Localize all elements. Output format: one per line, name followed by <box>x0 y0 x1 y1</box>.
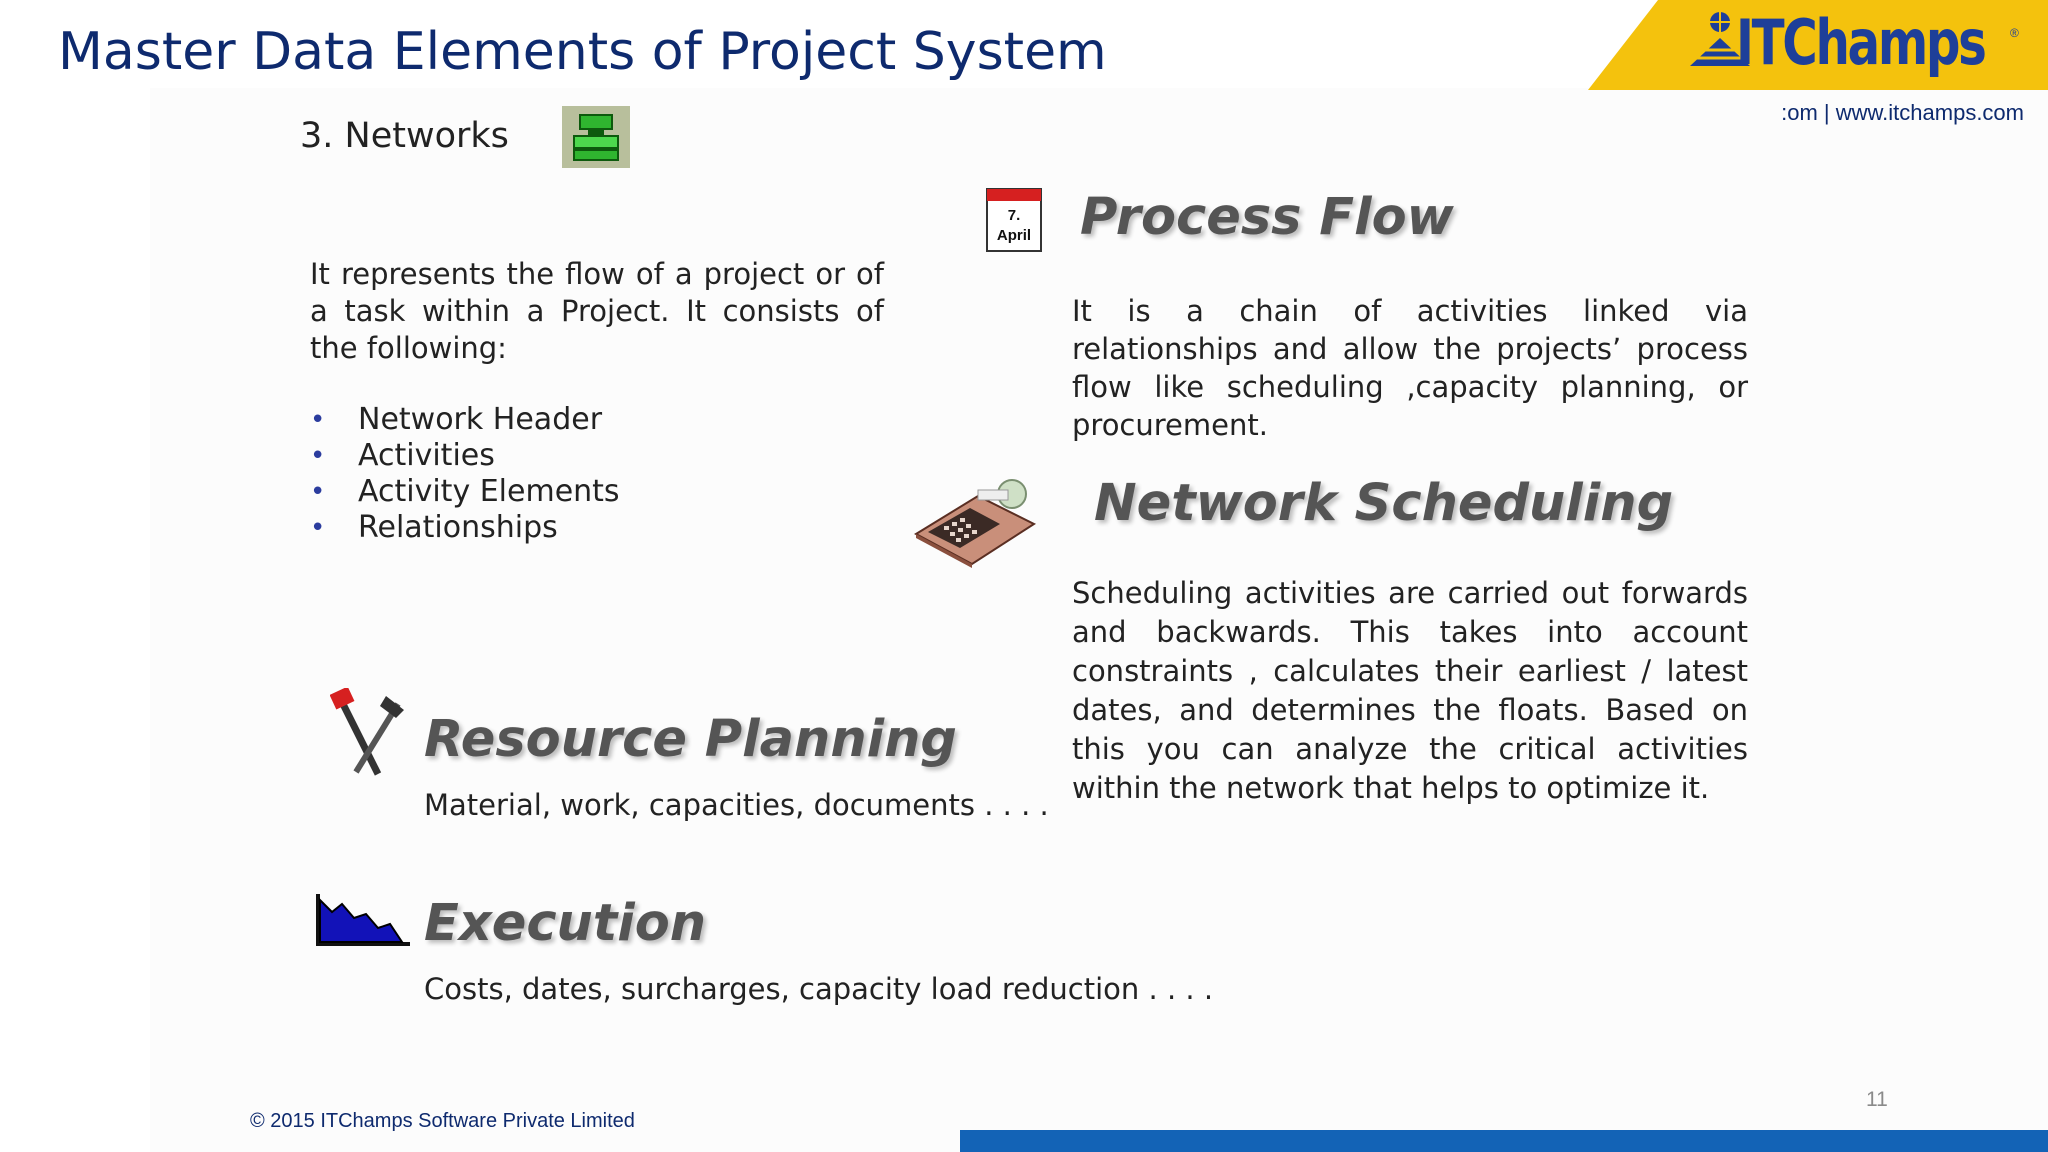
bullet-text: Relationships <box>358 510 558 545</box>
tools-icon <box>330 688 404 778</box>
bullet-text: Network Header <box>358 402 603 437</box>
list-item <box>308 510 620 546</box>
chart-icon <box>316 892 412 948</box>
calendar-day: 7. <box>1007 207 1021 224</box>
process-flow-title: Process Flow <box>1080 188 1454 247</box>
execution-title: Execution <box>424 894 707 953</box>
copyright-text: © 2015 ITChamps Software Private Limited <box>250 1110 635 1132</box>
resource-planning-title: Resource Planning <box>424 710 957 769</box>
bullet-icon: • <box>310 441 326 471</box>
calendar-icon <box>986 188 1042 252</box>
page-title: Master Data Elements of Project System <box>58 22 1107 82</box>
list-item <box>308 474 620 510</box>
network-scheduling-description: Scheduling activities are carried out forwards and backwards. This takes into account constraints , calculates their earliest / latest dates, and determines the floats. Based on this you can analyze the critical activities within the network that helps to optimize it. <box>1072 576 1748 805</box>
resource-planning-text: Material, work, capacities, documents . . . . <box>424 788 1049 822</box>
process-flow-description: It is a chain of activities linked via relationships and allow the projects’ process flow like scheduling ,capacity planning, or procurement. <box>1072 294 1748 442</box>
logo-text: ITChamps <box>1736 6 1985 79</box>
networks-description: It represents the flow of a project or of a task within a Project. It consists of the following: <box>310 257 884 365</box>
calculator-icon <box>908 476 1038 568</box>
website-link[interactable]: :om | www.itchamps.com <box>1781 100 2024 125</box>
bullet-icon: • <box>310 477 326 507</box>
bullet-icon: • <box>310 513 326 543</box>
network-scheduling-title: Network Scheduling <box>1094 474 1674 533</box>
list-item <box>308 438 620 474</box>
list-item <box>308 402 620 438</box>
bullet-text: Activities <box>358 438 495 473</box>
itchamps-logo <box>1588 0 2048 90</box>
execution-text: Costs, dates, surcharges, capacity load reduction . . . . <box>424 972 1214 1006</box>
networks-bullet-list <box>308 402 620 546</box>
network-icon <box>562 106 630 168</box>
page-number: 11 <box>1866 1088 1888 1111</box>
logo-registered-mark: ® <box>2010 26 2019 40</box>
calendar-month: April <box>996 227 1032 244</box>
bullet-icon: • <box>310 405 326 435</box>
footer-accent-bar <box>960 1130 2048 1152</box>
bullet-text: Activity Elements <box>358 474 620 509</box>
networks-heading: 3. Networks <box>300 116 509 156</box>
